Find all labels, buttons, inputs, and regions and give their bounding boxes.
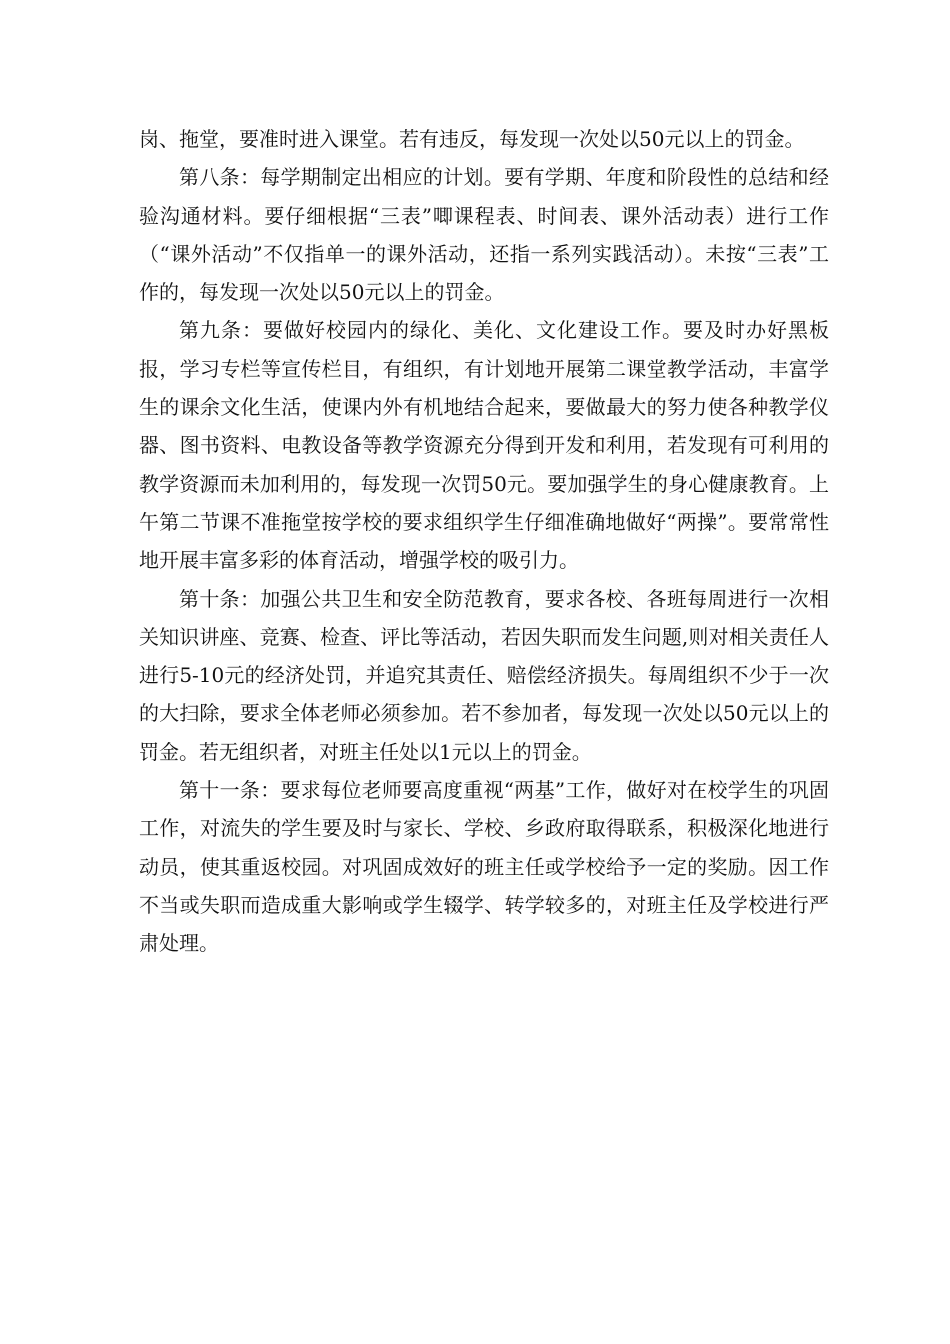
paragraph-continuation: 岗、拖堂，要准时进入课堂。若有违反，每发现一次处以50元以上的罚金。 <box>139 127 805 151</box>
paragraph-article-10: 第十条：加强公共卫生和安全防范教育，要求各校、各班每周进行一次相关知识讲座、竞赛、检查、评比等活动，若因失职而发生问题,则对相关责任人进行5-10元的经济处罚，并追究其责任、赔偿经济损失。每周组织不少于一次的大扫除，要求全体老师必须参加。若不参加者，每发现一次处以50元以上的罚金。若无组织者，对班主任处以1元以上的罚金。 <box>139 586 829 764</box>
paragraph-article-8: 第八条：每学期制定出相应的计划。要有学期、年度和阶段性的总结和经验沟通材料。要仔细根据“三表”唧课程表、时间表、课外活动表）进行工作（“课外活动”不仅指单一的课外活动，还指一系列实践活动）。未按“三表”工作的，每发现一次处以50元以上的罚金。 <box>139 165 829 305</box>
paragraph-article-11: 第十一条：要求每位老师要高度重视“两基”工作，做好对在校学生的巩固工作，对流失的学生要及时与家长、学校、乡政府取得联系，积极深化地进行动员，使其重返校园。对巩固成效好的班主任或学校给予一定的奖励。因工作不当或失职而造成重大影响或学生辍学、转学较多的，对班主任及学校进行严肃处理。 <box>139 778 829 956</box>
paragraph-article-9: 第九条：要做好校园内的绿化、美化、文化建设工作。要及时办好黑板报，学习专栏等宣传栏目，有组织，有计划地开展第二课堂教学活动，丰富学生的课余文化生活，使课内外有机地结合起来，要做最大的努力使各种教学仪器、图书资料、电教设备等教学资源充分得到开发和利用，若发现有可利用的教学资源而未加利用的，每发现一次罚50元。要加强学生的身心健康教育。上午第二节课不准拖堂按学校的要求组织学生仔细准确地做好“两操”。要常常性地开展丰富多彩的体育活动，增强学校的吸引力。 <box>139 318 829 573</box>
document-body <box>139 120 829 963</box>
